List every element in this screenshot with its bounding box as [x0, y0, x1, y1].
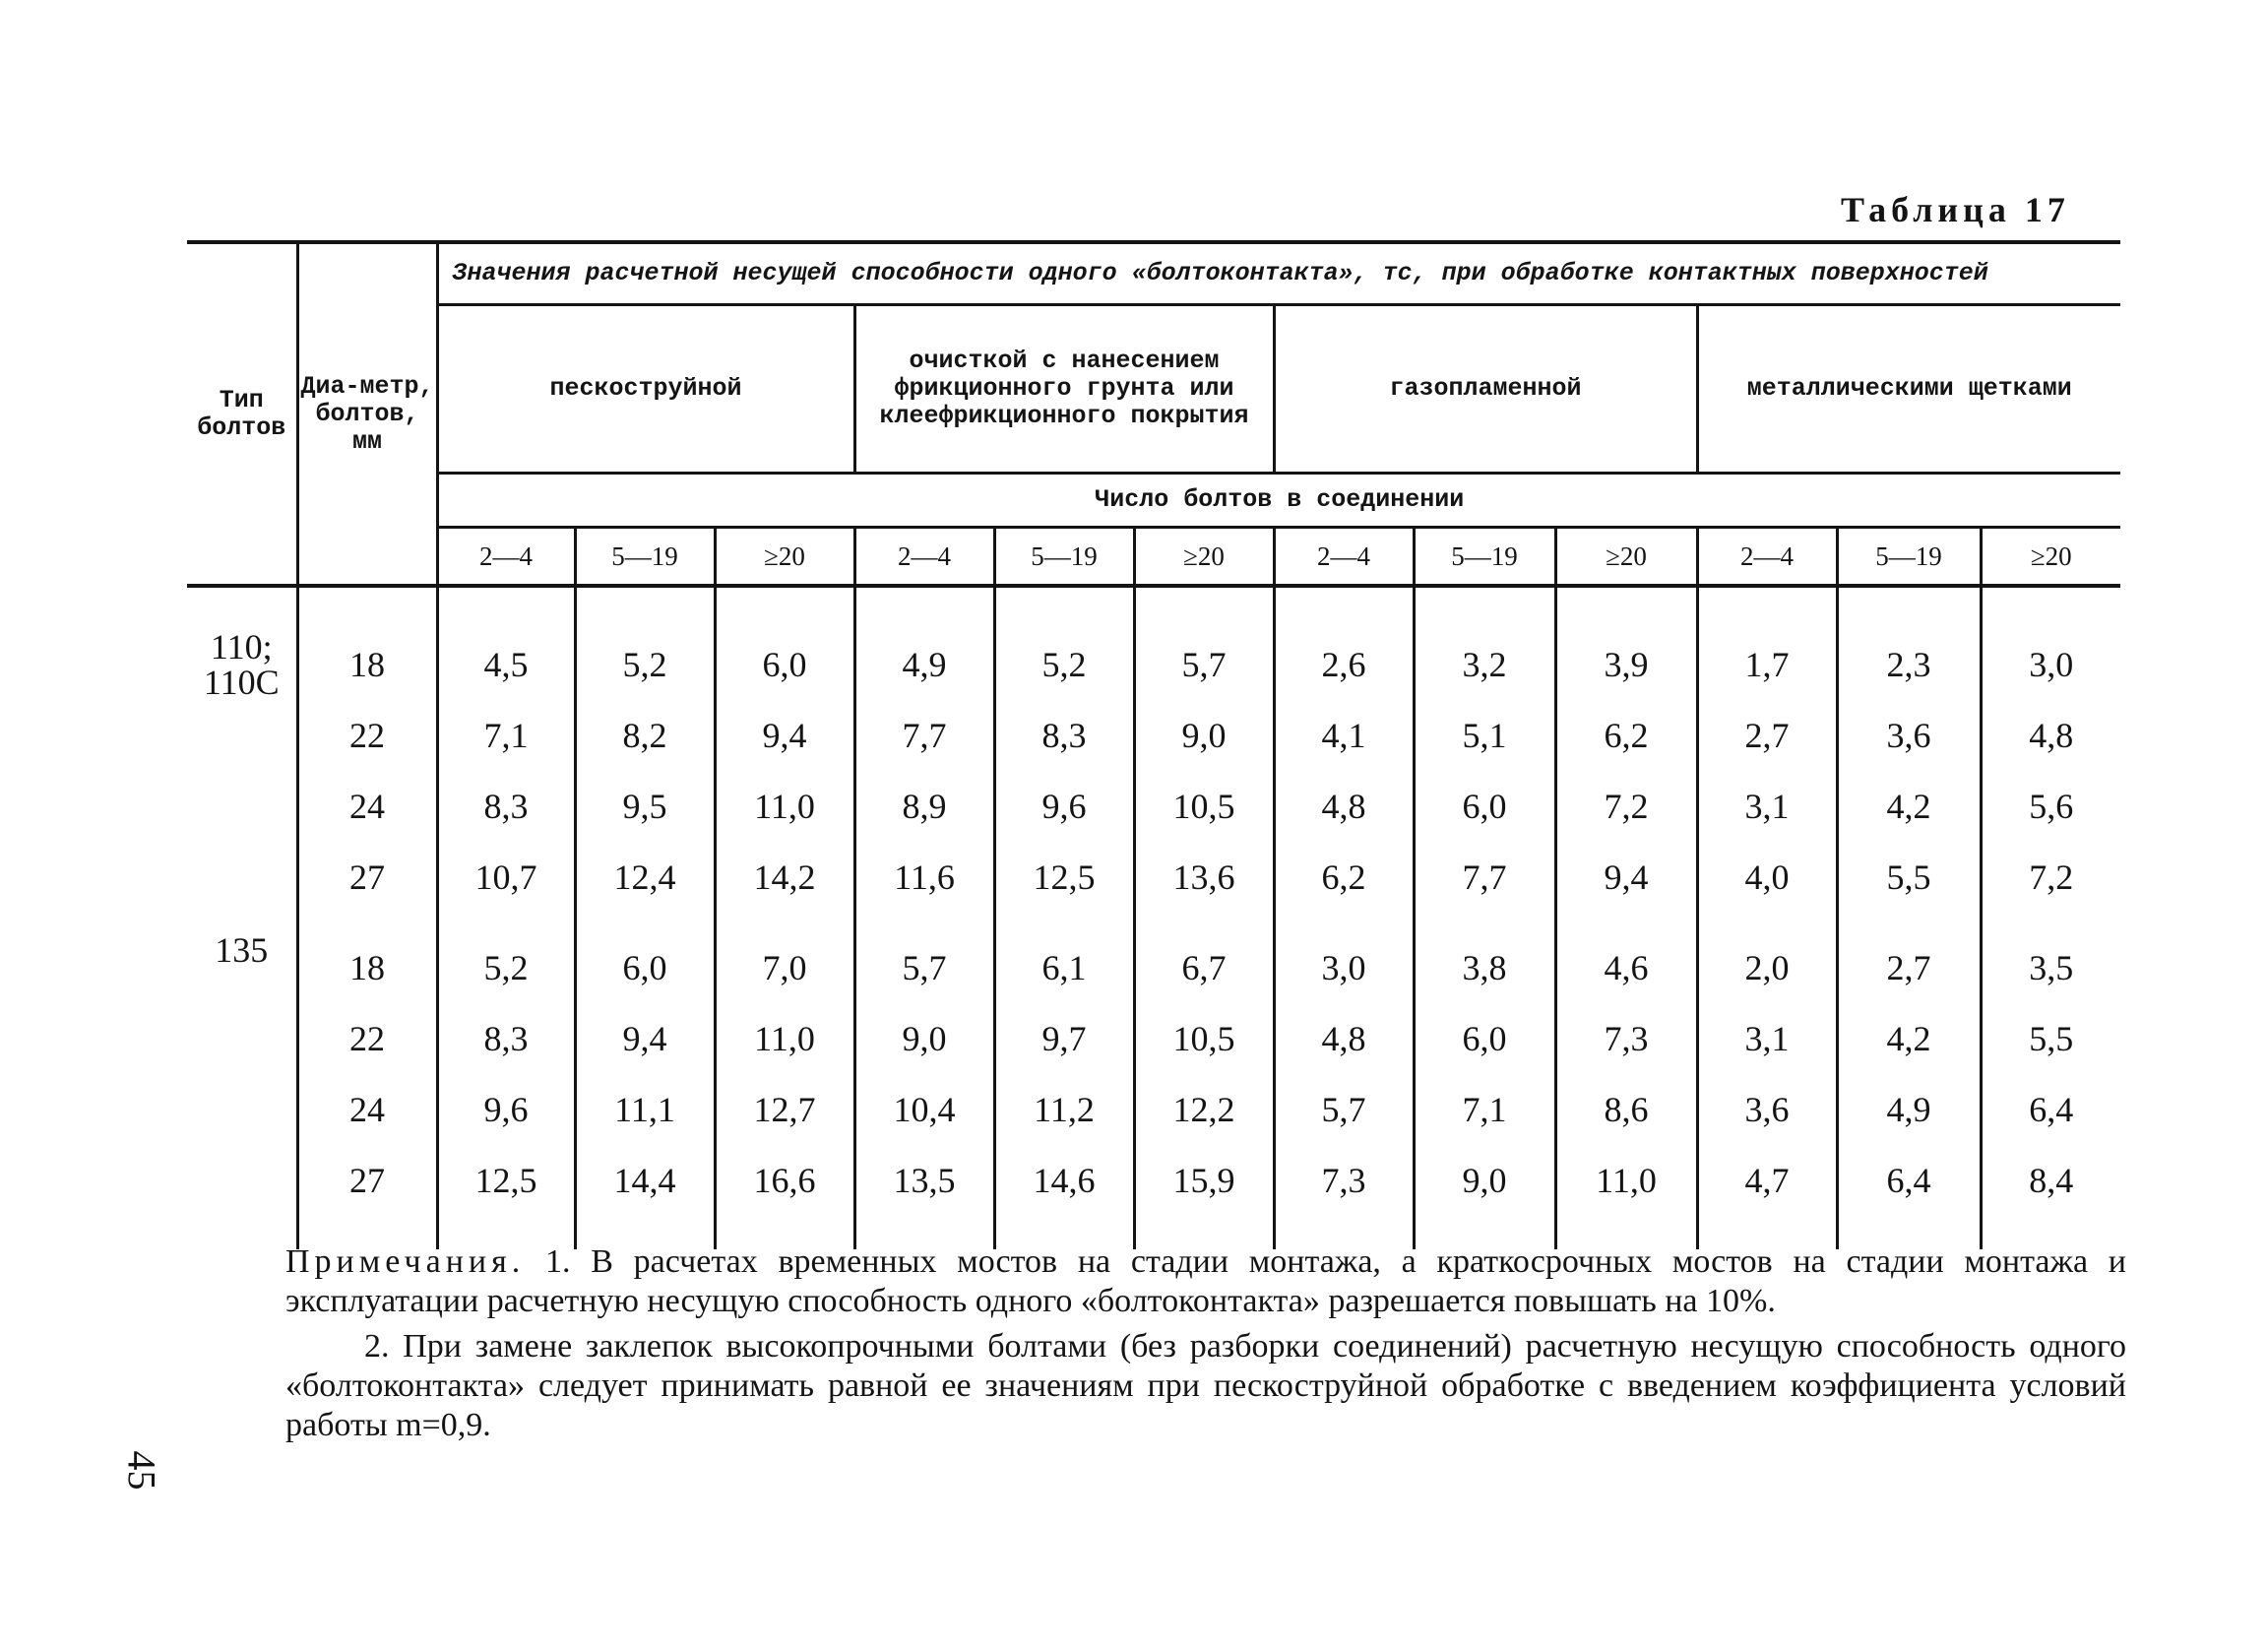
header-type: Тип болтов — [187, 242, 297, 586]
value-cell: 6,0 — [1414, 1003, 1555, 1074]
value-cell: 11,0 — [715, 771, 854, 842]
value-cell: 13,5 — [854, 1145, 994, 1249]
value-cell: 4,8 — [1274, 771, 1414, 842]
value-cell: 7,2 — [1555, 771, 1697, 842]
value-cell: 10,5 — [1134, 1003, 1274, 1074]
value-cell: 2,7 — [1697, 700, 1837, 771]
value-cell: 3,2 — [1414, 586, 1555, 700]
value-cell: 5,2 — [994, 586, 1134, 700]
value-cell: 15,9 — [1134, 1145, 1274, 1249]
value-cell: 12,4 — [575, 842, 715, 913]
value-cell: 5,2 — [437, 913, 575, 1003]
diameter-cell: 18 — [297, 913, 437, 1003]
bolt-capacity-table — [187, 240, 2120, 1249]
value-cell: 8,3 — [994, 700, 1134, 771]
value-cell: 6,0 — [575, 913, 715, 1003]
note-1 — [285, 1242, 2126, 1321]
header-ranges-row — [187, 528, 2120, 587]
value-cell: 6,2 — [1274, 842, 1414, 913]
value-cell: 10,5 — [1134, 771, 1274, 842]
value-cell: 3,0 — [1981, 586, 2120, 700]
value-cell: 5,7 — [1134, 586, 1274, 700]
header-bolt-count: Число болтов в соединении — [437, 474, 2120, 528]
value-cell: 7,2 — [1981, 842, 2120, 913]
value-cell: 8,9 — [854, 771, 994, 842]
header-range-7: 5—19 — [1414, 528, 1555, 587]
value-cell: 3,1 — [1697, 1003, 1837, 1074]
value-cell: 3,0 — [1274, 913, 1414, 1003]
value-cell: 14,2 — [715, 842, 854, 913]
value-cell: 9,5 — [575, 771, 715, 842]
value-cell: 6,2 — [1555, 700, 1697, 771]
value-cell: 11,2 — [994, 1074, 1134, 1145]
header-range-5: ≥20 — [1134, 528, 1274, 587]
table-body — [187, 586, 2120, 1249]
header-range-9: 2—4 — [1697, 528, 1837, 587]
value-cell: 7,7 — [1414, 842, 1555, 913]
value-cell: 5,2 — [575, 586, 715, 700]
table-row — [187, 771, 2120, 842]
bolt-type-cell: 110; 110С — [203, 627, 280, 702]
value-cell: 5,6 — [1981, 771, 2120, 842]
value-cell: 7,7 — [854, 700, 994, 771]
value-cell: 6,4 — [1837, 1145, 1981, 1249]
value-cell: 7,1 — [1414, 1074, 1555, 1145]
value-cell: 11,1 — [575, 1074, 715, 1145]
diameter-cell: 18 — [297, 586, 437, 700]
value-cell: 9,0 — [1134, 700, 1274, 771]
header-range-1: 5—19 — [575, 528, 715, 587]
value-cell: 6,0 — [715, 586, 854, 700]
header-range-2: ≥20 — [715, 528, 854, 587]
header-range-3: 2—4 — [854, 528, 994, 587]
header-range-4: 5—19 — [994, 528, 1134, 587]
value-cell: 9,7 — [994, 1003, 1134, 1074]
diameter-cell: 24 — [297, 771, 437, 842]
value-cell: 6,1 — [994, 913, 1134, 1003]
value-cell: 6,0 — [1414, 771, 1555, 842]
value-cell: 4,1 — [1274, 700, 1414, 771]
diameter-cell: 27 — [297, 842, 437, 913]
table-row — [187, 842, 2120, 913]
value-cell: 3,6 — [1697, 1074, 1837, 1145]
header-range-10: 5—19 — [1837, 528, 1981, 587]
value-cell: 8,3 — [437, 1003, 575, 1074]
value-cell: 10,7 — [437, 842, 575, 913]
value-cell: 2,6 — [1274, 586, 1414, 700]
value-cell: 6,4 — [1981, 1074, 2120, 1145]
value-cell: 2,3 — [1837, 586, 1981, 700]
value-cell: 4,8 — [1981, 700, 2120, 771]
value-cell: 11,6 — [854, 842, 994, 913]
table-row — [187, 913, 2120, 1003]
header-method-brush: металлическими щетками — [1697, 305, 2120, 474]
value-cell: 5,5 — [1981, 1003, 2120, 1074]
page-number: 45 — [119, 1450, 164, 1491]
notes-heading: Примечания. — [285, 1243, 526, 1280]
table-row — [187, 586, 2120, 700]
value-cell: 9,0 — [854, 1003, 994, 1074]
value-cell: 4,8 — [1274, 1003, 1414, 1074]
value-cell: 4,6 — [1555, 913, 1697, 1003]
value-cell: 8,6 — [1555, 1074, 1697, 1145]
value-cell: 7,0 — [715, 913, 854, 1003]
value-cell: 9,6 — [994, 771, 1134, 842]
value-cell: 14,6 — [994, 1145, 1134, 1249]
value-cell: 9,4 — [715, 700, 854, 771]
table-caption: Таблица 17 — [1841, 190, 2070, 229]
value-cell: 3,8 — [1414, 913, 1555, 1003]
value-cell: 12,5 — [994, 842, 1134, 913]
value-cell: 10,4 — [854, 1074, 994, 1145]
value-cell: 12,2 — [1134, 1074, 1274, 1145]
note-2: 2. При замене заклепок высокопрочными болтами (без разборки соединений) расчетную несущую способность одного «болтоконтакта» следует принимать равной ее значениям при пескоструйной обработке с введением коэффициента условий работы m=0,9. — [285, 1328, 2126, 1443]
diameter-cell: 22 — [297, 1003, 437, 1074]
value-cell: 12,5 — [437, 1145, 575, 1249]
value-cell: 5,7 — [1274, 1074, 1414, 1145]
header-range-6: 2—4 — [1274, 528, 1414, 587]
header-range-8: ≥20 — [1555, 528, 1697, 587]
value-cell: 8,2 — [575, 700, 715, 771]
value-cell: 9,6 — [437, 1074, 575, 1145]
value-cell: 2,7 — [1837, 913, 1981, 1003]
bolt-type-cell: 135 — [215, 930, 269, 970]
header-method-sandblast: пескоструйной — [437, 305, 854, 474]
value-cell: 1,7 — [1697, 586, 1837, 700]
value-cell: 16,6 — [715, 1145, 854, 1249]
notes-section — [285, 1242, 2126, 1451]
diameter-cell: 27 — [297, 1145, 437, 1249]
value-cell: 3,1 — [1697, 771, 1837, 842]
value-cell: 2,0 — [1697, 913, 1837, 1003]
value-cell: 11,0 — [1555, 1145, 1697, 1249]
table-row — [187, 1074, 2120, 1145]
value-cell: 4,2 — [1837, 771, 1981, 842]
value-cell: 5,1 — [1414, 700, 1555, 771]
value-cell: 5,7 — [854, 913, 994, 1003]
value-cell: 4,2 — [1837, 1003, 1981, 1074]
diameter-cell: 22 — [297, 700, 437, 771]
value-cell: 8,3 — [437, 771, 575, 842]
header-diameter: Диа-метр, болтов, мм — [297, 242, 437, 586]
table-row — [187, 1145, 2120, 1249]
value-cell: 4,5 — [437, 586, 575, 700]
value-cell: 9,4 — [1555, 842, 1697, 913]
value-cell: 3,6 — [1837, 700, 1981, 771]
value-cell: 4,7 — [1697, 1145, 1837, 1249]
value-cell: 11,0 — [715, 1003, 854, 1074]
table-row — [187, 1003, 2120, 1074]
value-cell: 4,0 — [1697, 842, 1837, 913]
value-cell: 7,1 — [437, 700, 575, 771]
table-row — [187, 700, 2120, 771]
value-cell: 14,4 — [575, 1145, 715, 1249]
value-cell: 7,3 — [1555, 1003, 1697, 1074]
note-1-text: 1. В расчетах временных мостов на стадии монтажа, а краткосрочных мостов на стадии монтажа и эксплуатации расчетную несущую способность одного «болтоконтакта» разрешается повышать на 10%. — [285, 1243, 2127, 1319]
value-cell: 3,9 — [1555, 586, 1697, 700]
table-container — [187, 240, 2107, 1249]
value-cell: 5,5 — [1837, 842, 1981, 913]
value-cell: 7,3 — [1274, 1145, 1414, 1249]
header-method-primer: очисткой с нанесением фрикционного грунта или клеефрикционного покрытия — [854, 305, 1274, 474]
value-cell: 9,4 — [575, 1003, 715, 1074]
value-cell: 12,7 — [715, 1074, 854, 1145]
diameter-cell: 24 — [297, 1074, 437, 1145]
header-method-flame: газопламенной — [1274, 305, 1697, 474]
header-range-11: ≥20 — [1981, 528, 2120, 587]
value-cell: 3,5 — [1981, 913, 2120, 1003]
header-values-label: Значения расчетной несущей способности одного «болтоконтакта», тс, при обработке контактных поверхностей — [437, 242, 2120, 305]
value-cell: 6,7 — [1134, 913, 1274, 1003]
header-range-0: 2—4 — [437, 528, 575, 587]
value-cell: 4,9 — [1837, 1074, 1981, 1145]
value-cell: 9,0 — [1414, 1145, 1555, 1249]
value-cell: 8,4 — [1981, 1145, 2120, 1249]
value-cell: 4,9 — [854, 586, 994, 700]
value-cell: 13,6 — [1134, 842, 1274, 913]
